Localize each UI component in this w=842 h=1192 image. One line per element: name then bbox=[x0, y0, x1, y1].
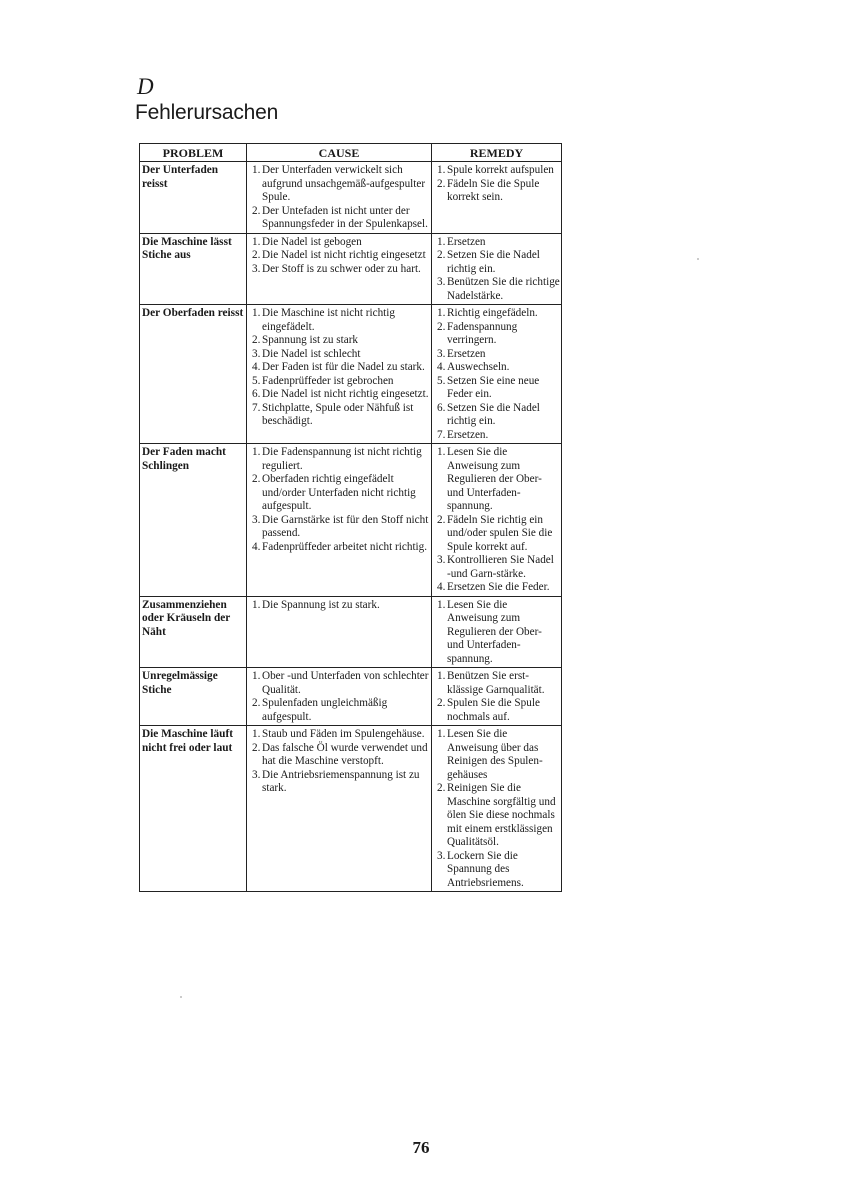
item-number: 3. bbox=[252, 262, 261, 275]
cause-item bbox=[249, 249, 430, 263]
item-number: 1. bbox=[252, 446, 261, 458]
remedy-list bbox=[434, 446, 560, 595]
item-number: 1. bbox=[252, 598, 261, 611]
item-number: 1. bbox=[437, 598, 446, 611]
remedy-item bbox=[434, 307, 560, 321]
remedy-item bbox=[434, 178, 560, 205]
item-text: Ober -und Unterfaden von schlechter Qualität. bbox=[262, 670, 429, 696]
item-number: 3. bbox=[437, 347, 446, 360]
item-number: 2. bbox=[252, 249, 261, 261]
item-text: Lockern Sie die Spannung des Antriebsriemens. bbox=[447, 849, 524, 889]
cause-list bbox=[249, 236, 430, 277]
cause-list bbox=[249, 446, 430, 554]
item-number: 1. bbox=[252, 235, 261, 248]
cause-list bbox=[249, 307, 430, 429]
cause-item bbox=[249, 164, 430, 205]
cause-item bbox=[249, 307, 430, 334]
item-number: 1. bbox=[252, 164, 261, 176]
remedy-list bbox=[434, 599, 560, 667]
problem-cell: Der Unterfaden reisst bbox=[140, 162, 247, 234]
item-text: Die Spannung ist zu stark. bbox=[262, 598, 380, 611]
remedy-item bbox=[434, 697, 560, 724]
item-number: 6. bbox=[437, 401, 446, 414]
problem-cell: Unregelmässige Stiche bbox=[140, 668, 247, 726]
cause-item bbox=[249, 205, 430, 232]
item-number: 4. bbox=[252, 540, 261, 553]
item-text: Die Maschine ist nicht richtig eingefädelt. bbox=[262, 307, 395, 333]
problem-cell: Der Oberfaden reisst bbox=[140, 305, 247, 444]
cause-cell bbox=[247, 596, 432, 668]
cause-item bbox=[249, 348, 430, 362]
item-text: Spule korrekt aufspulen bbox=[447, 164, 554, 176]
remedy-item bbox=[434, 599, 560, 667]
cause-list bbox=[249, 164, 430, 232]
item-text: Fadenspannung verringern. bbox=[447, 320, 518, 346]
item-text: Die Fadenspannung ist nicht richtig reguliert. bbox=[262, 446, 422, 472]
cause-cell bbox=[247, 726, 432, 892]
item-text: Benützen Sie die richtige Nadelstärke. bbox=[447, 276, 560, 302]
cause-list bbox=[249, 599, 430, 613]
remedy-item bbox=[434, 850, 560, 891]
item-number: 1. bbox=[252, 307, 261, 319]
remedy-list bbox=[434, 728, 560, 890]
cause-item bbox=[249, 541, 430, 555]
item-number: 4. bbox=[437, 581, 446, 593]
remedy-item bbox=[434, 514, 560, 555]
remedy-item bbox=[434, 375, 560, 402]
item-text: Ersetzen. bbox=[447, 428, 489, 441]
cause-item bbox=[249, 375, 430, 389]
item-text: Der Untefaden ist nicht unter der Spannungsfeder in der Spulenkapsel. bbox=[262, 204, 428, 230]
remedy-item bbox=[434, 236, 560, 250]
item-text: Fadenprüffeder arbeitet nicht richtig. bbox=[262, 540, 428, 553]
cause-item bbox=[249, 236, 430, 250]
cause-item bbox=[249, 697, 430, 724]
item-text: Fädeln Sie richtig ein und/oder spulen Sie die Spule korrekt auf. bbox=[447, 513, 553, 553]
item-text: Das falsche Öl wurde verwendet und hat die Maschine verstopft. bbox=[262, 741, 428, 767]
cause-item bbox=[249, 388, 430, 402]
item-text: Ersetzen bbox=[447, 347, 486, 360]
item-text: Benützen Sie erst-klässige Garnqualität. bbox=[447, 670, 545, 696]
item-number: 1. bbox=[252, 728, 261, 740]
remedy-list bbox=[434, 307, 560, 442]
item-number: 4. bbox=[252, 361, 261, 373]
item-text: Die Nadel ist gebogen bbox=[262, 235, 362, 248]
item-text: Lesen Sie die Anweisung zum Regulieren der Ober- und Unterfaden-spannung. bbox=[447, 446, 542, 512]
table-row bbox=[140, 668, 562, 726]
item-text: Oberfaden richtig eingefädelt und/order Unterfaden nicht richtig aufgespult. bbox=[262, 473, 416, 512]
item-number: 2. bbox=[437, 249, 446, 261]
item-text: Die Garnstärke ist für den Stoff nicht passend. bbox=[262, 513, 429, 539]
scan-speck bbox=[697, 258, 699, 260]
item-text: Spulen Sie die Spule nochmals auf. bbox=[447, 697, 540, 723]
remedy-item bbox=[434, 276, 560, 303]
item-text: Setzen Sie die Nadel richtig ein. bbox=[447, 401, 540, 427]
remedy-cell bbox=[432, 305, 562, 444]
cause-item bbox=[249, 263, 430, 277]
cause-item bbox=[249, 599, 430, 613]
language-marker: D bbox=[137, 74, 154, 99]
item-number: 1. bbox=[437, 728, 446, 740]
page-number: 76 bbox=[412, 1138, 430, 1157]
remedy-item bbox=[434, 581, 560, 595]
column-header-problem: PROBLEM bbox=[140, 144, 247, 162]
remedy-item bbox=[434, 361, 560, 375]
item-number: 3. bbox=[252, 347, 261, 360]
cause-item bbox=[249, 402, 430, 429]
item-text: Lesen Sie die Anweisung über das Reinigen des Spulen-gehäuses bbox=[447, 728, 543, 781]
item-number: 7. bbox=[437, 428, 446, 441]
item-text: Reinigen Sie die Maschine sorgfältig und ölen Sie diese nochmals mit einem erstklässigen Qualitätsöl. bbox=[447, 782, 556, 848]
item-text: Die Nadel ist nicht richtig eingesetzt. bbox=[262, 388, 429, 400]
item-number: 2. bbox=[437, 697, 446, 709]
item-number: 2. bbox=[252, 473, 261, 485]
item-text: Lesen Sie die Anweisung zum Regulieren der Ober- und Unterfaden-spannung. bbox=[447, 598, 542, 665]
remedy-item bbox=[434, 249, 560, 276]
item-number: 1. bbox=[437, 446, 446, 458]
cause-item bbox=[249, 334, 430, 348]
page-title: Fehlerursachen bbox=[135, 101, 279, 124]
item-text: Der Faden ist für die Nadel zu stark. bbox=[262, 361, 425, 373]
remedy-item bbox=[434, 670, 560, 697]
item-text: Die Nadel ist schlecht bbox=[262, 347, 361, 360]
remedy-item bbox=[434, 348, 560, 362]
remedy-cell bbox=[432, 668, 562, 726]
cause-item bbox=[249, 728, 430, 742]
item-text: Fädeln Sie die Spule korrekt sein. bbox=[447, 177, 540, 203]
cause-item bbox=[249, 514, 430, 541]
item-number: 1. bbox=[252, 670, 261, 682]
column-header-cause: CAUSE bbox=[247, 144, 432, 162]
table-row bbox=[140, 596, 562, 668]
item-text: Ersetzen Sie die Feder. bbox=[447, 581, 550, 593]
item-text: Der Unterfaden verwickelt sich aufgrund unsachgemäß-aufgespulter Spule. bbox=[262, 164, 426, 203]
item-number: 2. bbox=[252, 334, 261, 346]
item-number: 2. bbox=[252, 204, 261, 217]
item-number: 2. bbox=[437, 177, 446, 190]
item-text: Setzen Sie eine neue Feder ein. bbox=[447, 374, 540, 400]
remedy-list bbox=[434, 164, 560, 205]
table-row bbox=[140, 233, 562, 305]
item-number: 1. bbox=[437, 670, 446, 682]
cause-item bbox=[249, 670, 430, 697]
item-number: 3. bbox=[437, 554, 446, 566]
remedy-cell bbox=[432, 444, 562, 597]
table-row bbox=[140, 444, 562, 597]
cause-item bbox=[249, 446, 430, 473]
scan-speck bbox=[180, 996, 182, 998]
table-row bbox=[140, 726, 562, 892]
item-number: 2. bbox=[252, 697, 261, 709]
cause-list bbox=[249, 728, 430, 796]
remedy-item bbox=[434, 164, 560, 178]
cause-item bbox=[249, 361, 430, 375]
cause-item bbox=[249, 769, 430, 796]
item-text: Spulenfaden ungleichmäßig aufgespult. bbox=[262, 697, 388, 723]
item-text: Stichplatte, Spule oder Nähfuß ist beschädigt. bbox=[262, 401, 414, 427]
item-text: Der Stoff is zu schwer oder zu hart. bbox=[262, 262, 421, 275]
item-number: 2. bbox=[437, 782, 446, 794]
item-text: Die Nadel ist nicht richtig eingesetzt bbox=[262, 249, 426, 261]
cause-item bbox=[249, 473, 430, 514]
remedy-item bbox=[434, 446, 560, 514]
problem-cell: Die Maschine lässt Stiche aus bbox=[140, 233, 247, 305]
table-row bbox=[140, 305, 562, 444]
item-number: 5. bbox=[252, 374, 261, 387]
troubleshooting-table bbox=[139, 143, 562, 892]
problem-cell: Der Faden macht Schlingen bbox=[140, 444, 247, 597]
remedy-cell bbox=[432, 596, 562, 668]
remedy-item bbox=[434, 554, 560, 581]
remedy-list bbox=[434, 670, 560, 724]
remedy-cell bbox=[432, 726, 562, 892]
remedy-item bbox=[434, 728, 560, 782]
item-text: Fadenprüffeder ist gebrochen bbox=[262, 374, 394, 387]
item-text: Kontrollieren Sie Nadel -und Garn-stärke. bbox=[447, 554, 554, 580]
item-number: 2. bbox=[252, 741, 261, 754]
remedy-item bbox=[434, 429, 560, 443]
item-number: 7. bbox=[252, 401, 261, 414]
table-body bbox=[140, 162, 562, 892]
remedy-item bbox=[434, 402, 560, 429]
remedy-cell bbox=[432, 162, 562, 234]
item-text: Richtig eingefädeln. bbox=[447, 307, 538, 319]
column-header-remedy: REMEDY bbox=[432, 144, 562, 162]
item-number: 2. bbox=[437, 513, 446, 526]
problem-cell: Die Maschine läuft nicht frei oder laut bbox=[140, 726, 247, 892]
item-number: 3. bbox=[437, 849, 446, 862]
item-number: 4. bbox=[437, 361, 446, 373]
item-number: 1. bbox=[437, 235, 446, 248]
item-number: 2. bbox=[437, 320, 446, 333]
item-number: 1. bbox=[437, 307, 446, 319]
item-number: 5. bbox=[437, 374, 446, 387]
cause-cell bbox=[247, 444, 432, 597]
item-text: Auswechseln. bbox=[447, 361, 510, 373]
remedy-cell bbox=[432, 233, 562, 305]
table-row bbox=[140, 162, 562, 234]
cause-list bbox=[249, 670, 430, 724]
problem-cell: Zusammenziehen oder Kräuseln der Näht bbox=[140, 596, 247, 668]
item-text: Spannung ist zu stark bbox=[262, 334, 359, 346]
remedy-item bbox=[434, 321, 560, 348]
item-text: Staub und Fäden im Spulengehäuse. bbox=[262, 728, 425, 740]
item-number: 3. bbox=[437, 276, 446, 288]
item-number: 1. bbox=[437, 164, 446, 176]
table-header-row bbox=[140, 144, 562, 162]
item-text: Ersetzen bbox=[447, 235, 486, 248]
item-number: 3. bbox=[252, 513, 261, 526]
cause-cell bbox=[247, 233, 432, 305]
cause-cell bbox=[247, 305, 432, 444]
item-text: Setzen Sie die Nadel richtig ein. bbox=[447, 249, 540, 275]
cause-item bbox=[249, 742, 430, 769]
item-number: 6. bbox=[252, 388, 261, 400]
cause-cell bbox=[247, 668, 432, 726]
item-text: Die Antriebsriemenspannung ist zu stark. bbox=[262, 768, 420, 794]
item-number: 3. bbox=[252, 768, 261, 781]
remedy-list bbox=[434, 236, 560, 304]
remedy-item bbox=[434, 782, 560, 850]
cause-cell bbox=[247, 162, 432, 234]
